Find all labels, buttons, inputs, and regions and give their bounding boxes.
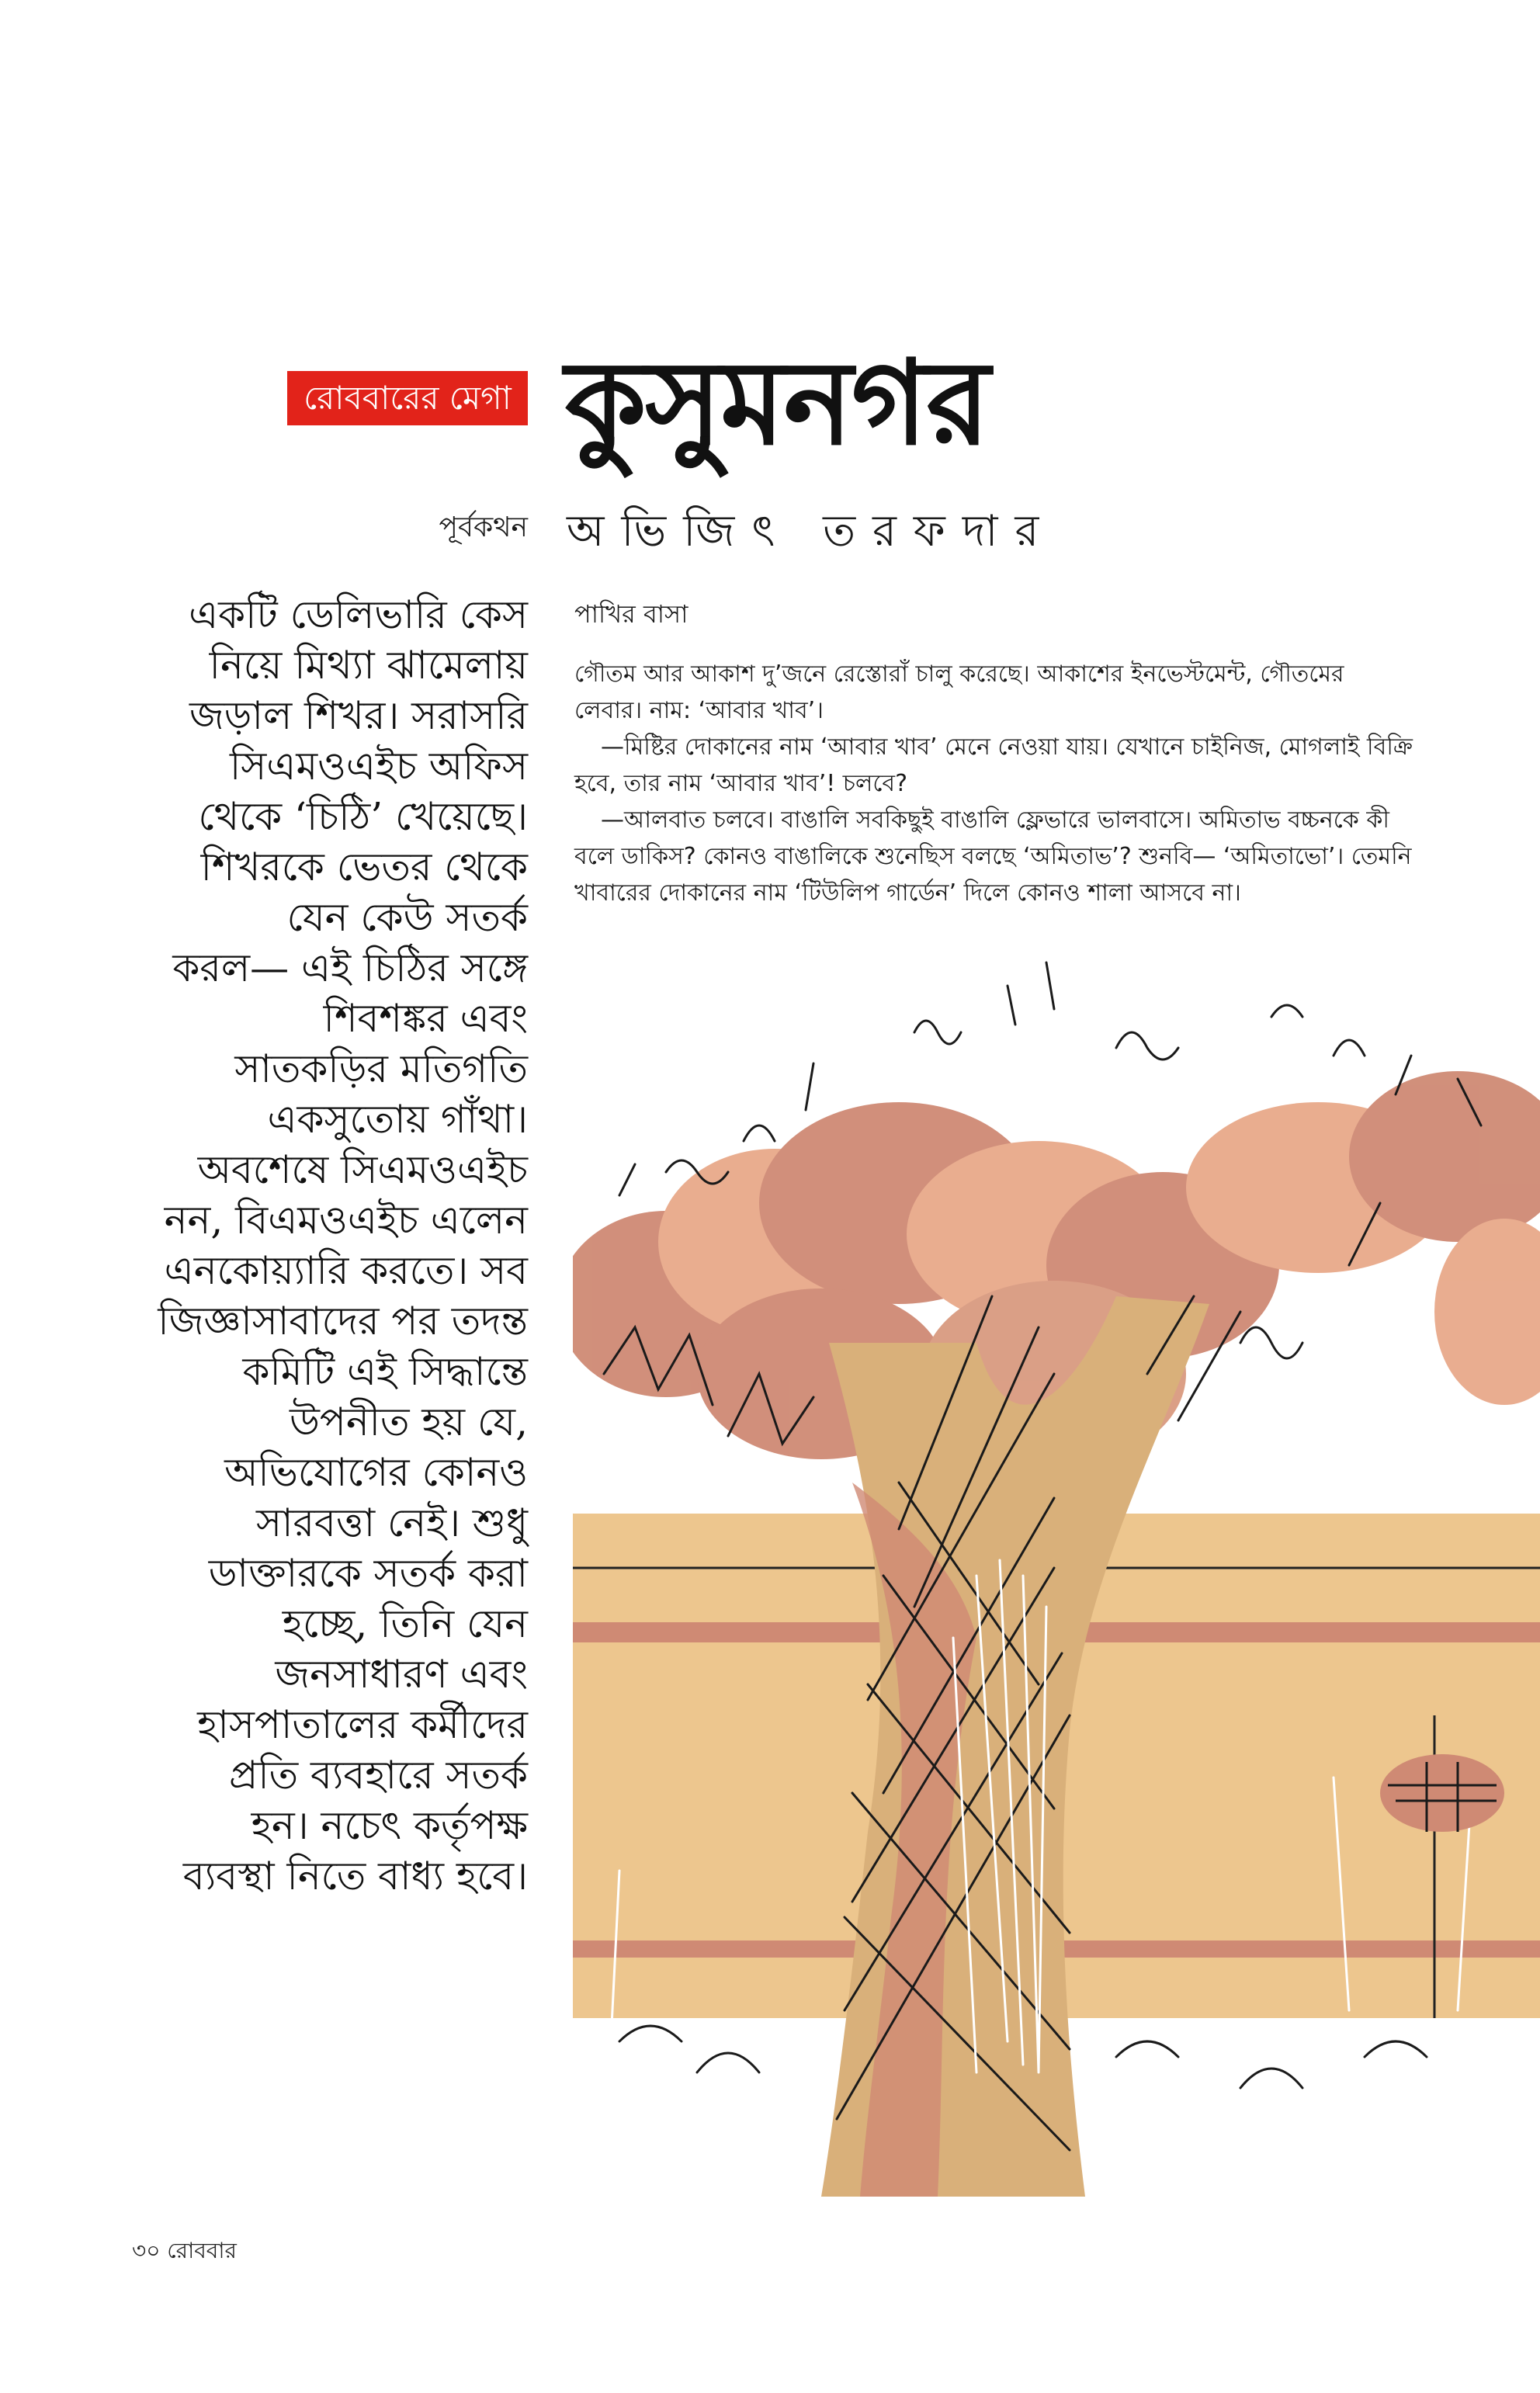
precap-line: অভিযোগের কোনও [224,1450,528,1495]
story-paragraph: গৌতম আর আকাশ দু’জনে রেস্তোরাঁ চালু করেছে। আকাশের ইনভেস্টমেন্ট, গৌতমের লেবার। নাম: ‘আবার খাব’। [574,661,1344,724]
story-title: কুসুমনগর [565,336,989,471]
story-paragraph: —মিষ্টির দোকানের নাম ‘আবার খাব’ মেনে নেওয়া যায়। যেখানে চাইনিজ, মোগলাই বিক্রি হবে, তার নাম ‘আবার খাব’! চলবে? [574,734,1413,797]
precap-line: সারবত্তা নেই। শুধু [256,1500,528,1545]
precap-line: থেকে ‘চিঠি’ খেয়েছে। [198,794,528,839]
precap-line: করল— এই চিঠির সঙ্গে [172,945,528,990]
author-byline: অভিজিৎ তরফদার [567,506,1056,557]
precap-line: সাতকড়ির মতিগতি [234,1046,528,1091]
precap-line: ডাক্তারকে সতর্ক করা [208,1551,528,1596]
precap-line: জনসাধারণ এবং [275,1652,528,1697]
precap-line: একসুতোয় গাঁথা। [267,1097,528,1142]
precap-line: হাসপাতালের কর্মীদের [197,1702,528,1747]
story-body [574,656,1413,911]
precap-label: পূর্বকথন [439,512,528,543]
precap-line: জিজ্ঞাসাবাদের পর তদন্ত [158,1299,528,1344]
precap-line: যেন কেউ সতর্ক [286,895,528,940]
precap-line: হচ্ছে, তিনি যেন [282,1601,528,1646]
section-heading: পাখির বাসা [574,599,688,629]
precap-line: ব্যবস্থা নিতে বাধ্য হবে। [182,1854,528,1899]
precap-line: নন, বিএমওএইচ এলেন [164,1198,528,1243]
precap-line: একটি ডেলিভারি কেস [189,592,528,637]
series-tag: রোববারের মেগা [287,371,528,425]
precap-line: শিবশঙ্কর এবং [323,996,528,1041]
nest-drawing [1380,1754,1504,1832]
precap-line: হন। নচেৎ কর্তৃপক্ষ [251,1803,528,1848]
precap-line: উপনীত হয় যে, [289,1399,528,1444]
story-paragraph: —আলবাত চলবে। বাঙালি সবকিছুই বাঙালি ফ্লেভারে ভালবাসে। অমিতাভ বচ্চনকে কী বলে ডাকিস? কোনও বাঙালিকে শুনেছিস বলছে ‘অমিতাভ’? শুনবি— ‘অমিতাভো’। তেমনি খাবারের দোকানের নাম ‘টিউলিপ গার্ডেন’ দিলে কোনও শালা আসবে না। [574,806,1412,907]
precap-line: অবশেষে সিএমওএইচ [197,1147,528,1192]
tree-wall-illustration [573,939,1540,2197]
precap-summary [124,590,528,1902]
precap-line: কমিটি এই সিদ্ধান্তে [242,1349,528,1394]
page-folio: ৩০ রোববার [132,2238,237,2263]
precap-line: নিয়ে মিথ্যা ঝামেলায় [209,643,528,688]
precap-line: জড়াল শিখর। সরাসরি [189,693,528,738]
precap-line: প্রতি ব্যবহারে সতর্ক [229,1753,528,1798]
precap-line: এনকোয়্যারি করতে। সব [164,1248,528,1293]
precap-line: সিএমওএইচ অফিস [229,744,528,789]
precap-line: শিখরকে ভেতর থেকে [200,844,528,890]
